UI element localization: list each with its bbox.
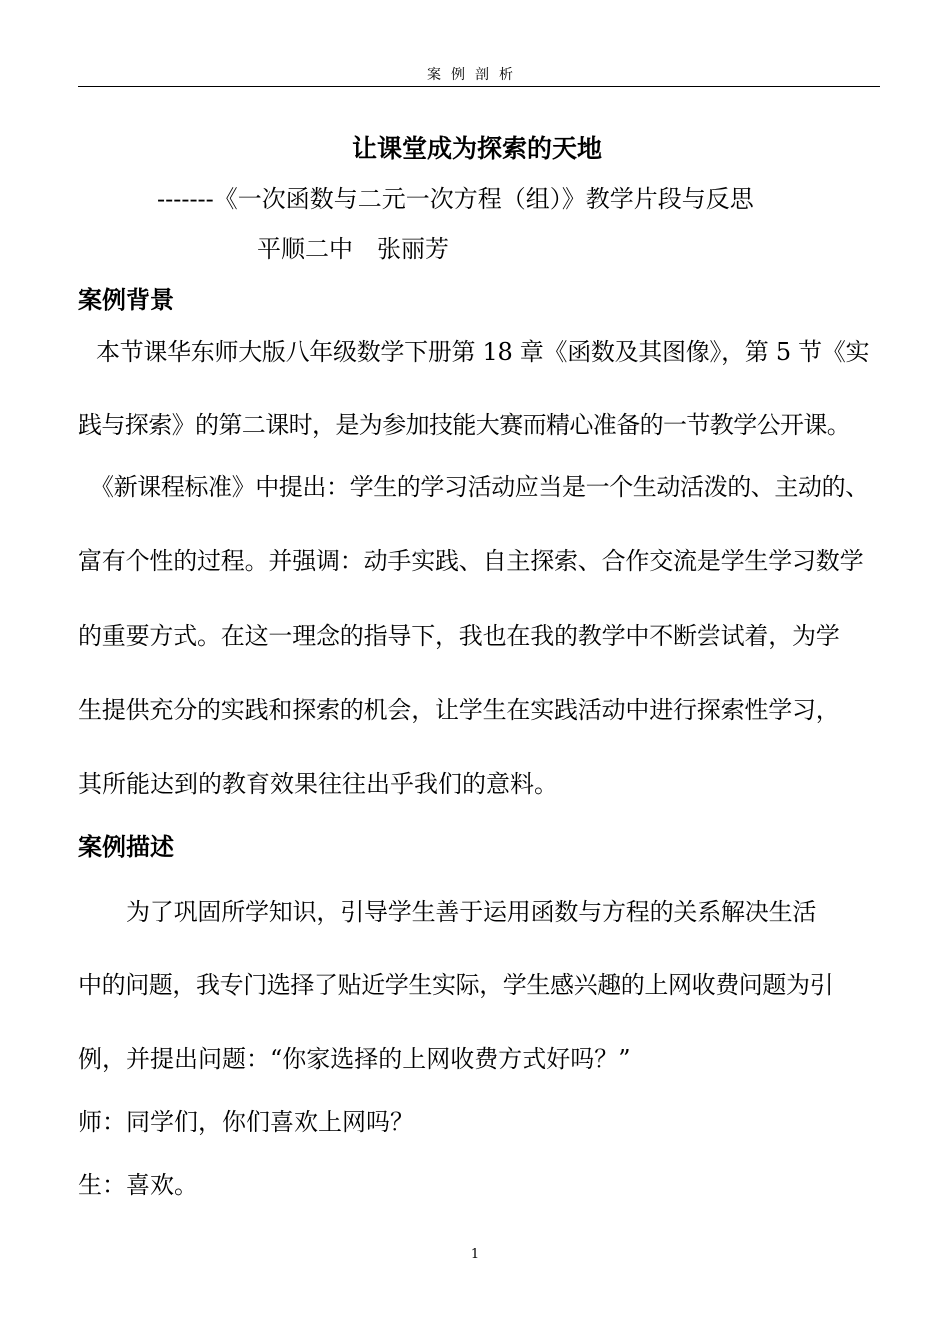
section-heading-description: 案例描述	[78, 833, 174, 861]
author-line: 平顺二中 张丽芳	[257, 235, 449, 263]
paragraph-line: 践与探索》的第二课时，是为参加技能大赛而精心准备的一节教学公开课。	[78, 411, 851, 439]
paragraph-line: 的重要方式。在这一理念的指导下，我也在我的教学中不断尝试着，为学	[78, 622, 840, 650]
dialogue-line: 生：喜欢。	[78, 1171, 198, 1199]
header-rule	[78, 86, 880, 87]
section-heading-background: 案例背景	[78, 286, 174, 314]
document-subtitle: -------《一次函数与二元一次方程（组）》教学片段与反思	[157, 185, 754, 213]
paragraph-line: 富有个性的过程。并强调：动手实践、自主探索、合作交流是学生学习数学	[78, 547, 864, 575]
paragraph-line: 其所能达到的教育效果往往出乎我们的意料。	[78, 770, 558, 798]
page-number: 1	[470, 1247, 480, 1262]
paragraph-line: 例，并提出问题：“你家选择的上网收费方式好吗？”	[78, 1045, 631, 1073]
running-header: 案例剖析	[427, 67, 523, 83]
paragraph-line: 中的问题，我专门选择了贴近学生实际，学生感兴趣的上网收费问题为引	[78, 971, 834, 999]
paragraph-line: 《新课程标准》中提出：学生的学习活动应当是一个生动活泼的、主动的、	[90, 473, 869, 501]
dialogue-line: 师：同学们，你们喜欢上网吗？	[78, 1108, 414, 1136]
paragraph-line: 为了巩固所学知识，引导学生善于运用函数与方程的关系解决生活	[126, 898, 817, 926]
paragraph-line: 生提供充分的实践和探索的机会，让学生在实践活动中进行探索性学习，	[78, 696, 840, 724]
document-title: 让课堂成为探索的天地	[352, 134, 603, 163]
paragraph-line: 本节课华东师大版八年级数学下册第 18 章《函数及其图像》，第 5 节《实	[96, 338, 870, 366]
